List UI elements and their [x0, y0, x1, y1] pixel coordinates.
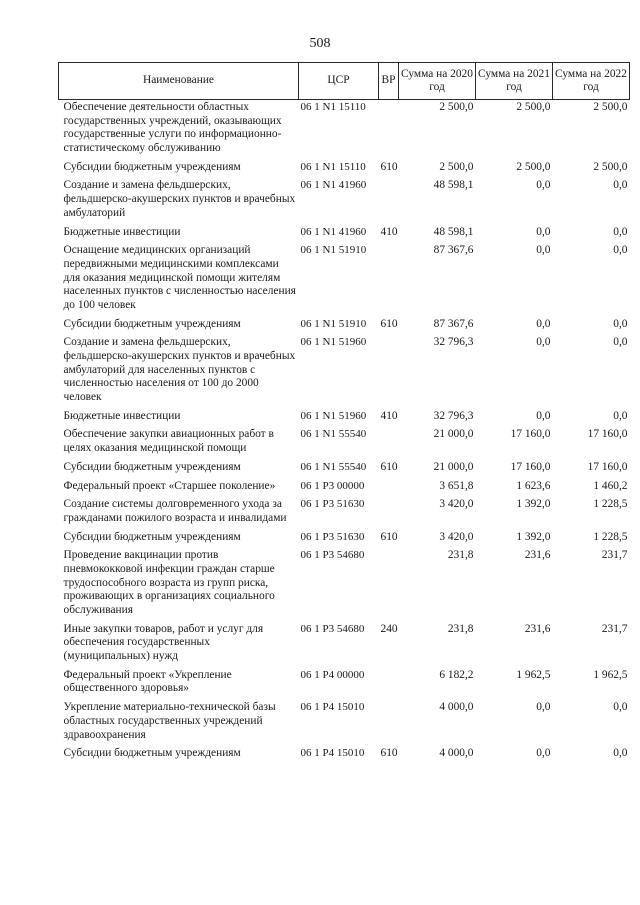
row-sum-2020: 4 000,0 [439, 747, 474, 760]
table-row [59, 530, 630, 549]
row-sum-2021: 0,0 [536, 701, 551, 714]
row-vr-code: 410 [380, 225, 398, 238]
row-vr-code: 610 [380, 460, 398, 473]
row-name: Обеспечение деятельности областных государственных учреждений, оказывающих государственные услуги по информационно-статистическому обслуживанию [63, 101, 282, 155]
row-sum-2021: 0,0 [536, 225, 551, 238]
row-csr-code: 06 1 P4 15010 [300, 747, 365, 760]
row-sum-2022: 0,0 [613, 225, 628, 238]
row-vr-code [379, 497, 399, 529]
row-sum-2022: 0,0 [613, 747, 628, 760]
row-name: Иные закупки товаров, работ и услуг для обеспечения государственных (муниципальных) нужд [63, 622, 264, 663]
table-row [59, 243, 630, 316]
row-name: Субсидии бюджетным учреждениям [63, 160, 241, 173]
table-row [59, 178, 630, 224]
row-sum-2022: 1 962,5 [593, 668, 628, 681]
row-sum-2022: 0,0 [613, 317, 628, 330]
header-sum-2021: Сумма на 2021 год [476, 63, 553, 100]
row-sum-2021: 0,0 [536, 317, 551, 330]
row-sum-2022: 2 500,0 [593, 160, 628, 173]
table-row [59, 460, 630, 479]
row-sum-2020: 48 598,1 [433, 225, 474, 238]
row-sum-2020: 231,8 [447, 549, 474, 562]
row-csr-code: 06 1 P3 54680 [300, 549, 365, 562]
row-name: Создание и замена фельдшерских, фельдшерско-акушерских пунктов и врачебных амбулаторий для населенных пунктов с численностью населения от 100 до 2000 человек [63, 336, 296, 404]
row-csr-code: 06 1 P3 54680 [300, 622, 365, 635]
row-sum-2022: 0,0 [613, 409, 628, 422]
row-sum-2020: 48 598,1 [433, 179, 474, 192]
row-sum-2022: 0,0 [613, 244, 628, 257]
row-sum-2022: 0,0 [613, 336, 628, 349]
table-row [59, 409, 630, 428]
header-sum-2022: Сумма на 2022 год [553, 63, 630, 100]
row-sum-2020: 4 000,0 [439, 701, 474, 714]
row-sum-2020: 3 420,0 [439, 498, 474, 511]
row-vr-code [379, 427, 399, 459]
row-sum-2021: 2 500,0 [516, 160, 551, 173]
row-sum-2022: 1 228,5 [593, 498, 628, 511]
row-csr-code: 06 1 N1 15110 [300, 101, 366, 113]
header-name: Наименование [59, 63, 299, 100]
row-csr-code: 06 1 N1 55540 [300, 460, 367, 473]
row-sum-2021: 231,6 [524, 622, 551, 635]
header-sum-2020: Сумма на 2020 год [399, 63, 476, 100]
table-row [59, 497, 630, 529]
header-csr: ЦСР [299, 63, 379, 100]
row-name: Создание системы долговременного ухода за гражданами пожилого возраста и инвалидами [63, 498, 287, 524]
row-sum-2020: 87 367,6 [433, 244, 474, 257]
table-row [59, 700, 630, 746]
row-name: Создание и замена фельдшерских, фельдшерско-акушерских пунктов и врачебных амбулаторий [63, 179, 296, 219]
row-vr-code [379, 335, 399, 408]
row-csr-code: 06 1 P4 00000 [300, 668, 365, 681]
row-name: Субсидии бюджетным учреждениям [63, 530, 241, 543]
table-row [59, 668, 630, 700]
row-name: Субсидии бюджетным учреждениям [63, 460, 241, 473]
row-sum-2022: 2 500,0 [593, 101, 628, 113]
row-sum-2020: 3 651,8 [439, 479, 474, 492]
row-sum-2022: 231,7 [601, 549, 628, 562]
row-sum-2021: 1 392,0 [516, 498, 551, 511]
row-csr-code: 06 1 N1 41960 [300, 225, 367, 238]
row-vr-code [379, 243, 399, 316]
header-vr: ВР [379, 63, 399, 100]
row-vr-code [379, 548, 399, 621]
row-vr-code: 410 [380, 409, 398, 422]
table-row [59, 746, 630, 765]
row-csr-code: 06 1 P3 00000 [300, 479, 365, 492]
row-name: Федеральный проект «Старшее поколение» [63, 479, 276, 492]
row-name: Проведение вакцинации против пневмококковой инфекции граждан старше трудоспособного возраста из групп риска, проживающих в организациях социального обслуживания [63, 549, 275, 616]
row-sum-2021: 1 392,0 [516, 530, 551, 543]
row-sum-2021: 231,6 [524, 549, 551, 562]
table-row [59, 100, 630, 160]
row-name: Субсидии бюджетным учреждениям [63, 317, 241, 330]
row-sum-2021: 17 160,0 [510, 460, 551, 473]
row-vr-code [379, 668, 399, 700]
table-body [59, 100, 630, 765]
row-sum-2021: 2 500,0 [516, 101, 551, 113]
row-sum-2020: 3 420,0 [439, 530, 474, 543]
row-csr-code: 06 1 N1 51960 [300, 336, 367, 349]
table-row [59, 479, 630, 498]
row-sum-2020: 231,8 [447, 622, 474, 635]
table-header [59, 63, 630, 100]
row-sum-2021: 17 160,0 [510, 428, 551, 441]
row-csr-code: 06 1 P4 15010 [300, 701, 365, 714]
row-sum-2021: 1 623,6 [516, 479, 551, 492]
row-vr-code [379, 100, 399, 160]
row-name: Бюджетные инвестиции [63, 409, 181, 422]
row-sum-2020: 32 796,3 [433, 409, 474, 422]
row-sum-2021: 0,0 [536, 747, 551, 760]
row-sum-2022: 1 460,2 [593, 479, 628, 492]
row-csr-code: 06 1 N1 51910 [300, 244, 367, 257]
row-name: Бюджетные инвестиции [63, 225, 181, 238]
row-vr-code [379, 479, 399, 498]
row-csr-code: 06 1 P3 51630 [300, 530, 365, 543]
row-sum-2022: 17 160,0 [587, 460, 628, 473]
row-csr-code: 06 1 N1 41960 [300, 179, 367, 192]
row-sum-2020: 32 796,3 [433, 336, 474, 349]
table-row [59, 548, 630, 621]
row-sum-2022: 1 228,5 [593, 530, 628, 543]
row-vr-code: 610 [380, 530, 398, 543]
row-sum-2021: 0,0 [536, 409, 551, 422]
row-sum-2021: 0,0 [536, 179, 551, 192]
row-sum-2022: 17 160,0 [587, 428, 628, 441]
row-sum-2022: 231,7 [601, 622, 628, 635]
row-name: Оснащение медицинских организаций передвижными медицинскими комплексами для оказания медицинской помощи жителям населенных пунктов с численностью населения до 100 человек [63, 244, 296, 311]
page-number: 508 [309, 36, 331, 51]
row-sum-2021: 0,0 [536, 244, 551, 257]
row-sum-2021: 0,0 [536, 336, 551, 349]
row-vr-code: 610 [380, 317, 398, 330]
table-row [59, 335, 630, 408]
row-sum-2022: 0,0 [613, 701, 628, 714]
row-name: Обеспечение закупки авиационных работ в целях оказания медицинской помощи [63, 428, 274, 455]
row-sum-2020: 6 182,2 [439, 668, 474, 681]
row-csr-code: 06 1 N1 51910 [300, 317, 367, 330]
table-row [59, 160, 630, 179]
row-sum-2020: 2 500,0 [439, 101, 474, 113]
row-vr-code [379, 700, 399, 746]
row-name: Субсидии бюджетным учреждениям [63, 747, 241, 760]
row-sum-2020: 21 000,0 [433, 460, 474, 473]
row-vr-code: 240 [380, 622, 398, 635]
row-sum-2020: 21 000,0 [433, 428, 474, 441]
row-vr-code [379, 178, 399, 224]
row-vr-code: 610 [380, 160, 398, 173]
row-csr-code: 06 1 N1 55540 [300, 428, 367, 441]
table-row [59, 225, 630, 244]
row-csr-code: 06 1 N1 51960 [300, 409, 367, 422]
row-sum-2020: 2 500,0 [439, 160, 474, 173]
table-row [59, 317, 630, 336]
row-sum-2020: 87 367,6 [433, 317, 474, 330]
budget-table [58, 62, 630, 765]
table-row [59, 622, 630, 668]
row-sum-2022: 0,0 [613, 179, 628, 192]
row-vr-code: 610 [380, 747, 398, 760]
row-name: Федеральный проект «Укрепление общественного здоровья» [63, 668, 232, 695]
row-csr-code: 06 1 N1 15110 [300, 160, 366, 173]
row-csr-code: 06 1 P3 51630 [300, 498, 365, 511]
row-sum-2021: 1 962,5 [516, 668, 551, 681]
table-row [59, 427, 630, 459]
row-name: Укрепление материально-технической базы областных государственных учреждений здравоохранения [63, 701, 276, 741]
